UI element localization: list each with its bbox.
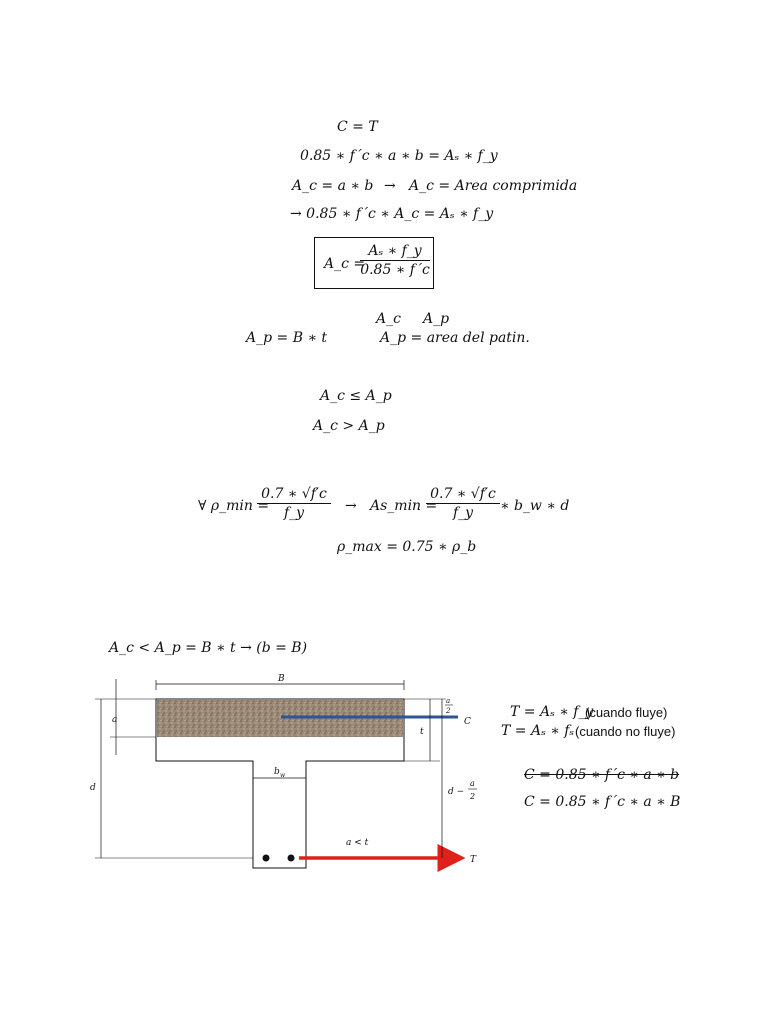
- note-t-yield-text: (cuando fluye): [585, 705, 668, 720]
- fraction-bar: [360, 260, 430, 261]
- as-min-fraction: [426, 486, 500, 521]
- eq-ap-meaning: A_p = area del patin.: [380, 330, 530, 346]
- as-min-tail: ∗ b_w ∗ d: [500, 498, 570, 514]
- fraction-bar: [257, 503, 331, 504]
- as-min-lhs: As_min =: [370, 498, 438, 514]
- rho-min-fraction: [257, 486, 331, 521]
- eq-equilibrium-ac: → 0.85 ∗ f´c ∗ A_c = Aₛ ∗ f_y: [290, 206, 494, 222]
- boxed-numerator: Aₛ ∗ f_y: [368, 243, 422, 259]
- eq-ac-meaning: A_c = Area comprimida: [409, 178, 578, 194]
- eq-equilibrium: 0.85 ∗ f´c ∗ a ∗ b = Aₛ ∗ f_y: [300, 148, 498, 164]
- eq-ap-definition: A_p = B ∗ t: [246, 330, 328, 346]
- label-a: a: [112, 715, 118, 725]
- label-a-lt-t: a < t: [346, 838, 369, 848]
- label-bw: b: [274, 767, 280, 777]
- cond-ac-le-ap: A_c ≤ A_p: [320, 388, 392, 404]
- eq-c-equals-t: C = T: [337, 119, 378, 135]
- case-header: A_c < A_p = B ∗ t → (b = B): [109, 640, 308, 656]
- cond-ac-gt-ap: A_c > A_p: [313, 418, 385, 434]
- rho-min-arrow: →: [345, 498, 357, 514]
- label-bw-sub: w: [280, 772, 286, 779]
- as-min-numerator: 0.7 ∗ √f′c: [430, 486, 496, 502]
- label-t-force: T: [470, 855, 477, 865]
- label-d-minus: d −: [448, 787, 465, 797]
- note-t-noyield-eq: T = Aₛ ∗ fₛ: [501, 723, 575, 739]
- boxed-fraction: [360, 243, 430, 278]
- rho-min-denominator: f_y: [283, 505, 305, 521]
- boxed-denominator: 0.85 ∗ f´c: [360, 262, 430, 278]
- label-b: B: [278, 674, 285, 684]
- t-beam-diagram: [80, 668, 500, 874]
- note-c-final: C = 0.85 ∗ f´c ∗ a ∗ B: [524, 794, 681, 810]
- eq-ac-definition: A_c = a ∗ b: [292, 178, 374, 194]
- label-ac: A_c: [376, 311, 401, 327]
- label-d-minus-den: 2: [470, 792, 476, 801]
- label-t: t: [420, 727, 424, 737]
- rho-min-lhs: ∀ ρ_min =: [198, 498, 270, 514]
- rebar-dot: [288, 855, 295, 862]
- eq-rho-max: ρ_max = 0.75 ∗ ρ_b: [337, 539, 477, 555]
- rebar-dot: [263, 855, 270, 862]
- note-t-noyield-text: (cuando no fluye): [575, 724, 676, 739]
- label-d: d: [90, 783, 96, 793]
- note-t-yield-eq: T = Aₛ ∗ f_y: [510, 704, 594, 720]
- label-c: C: [464, 717, 471, 727]
- as-min-denominator: f_y: [452, 505, 474, 521]
- note-c-struck: C = 0.85 ∗ f´c ∗ a ∗ b: [524, 767, 680, 783]
- fraction-bar: [426, 503, 500, 504]
- rho-min-numerator: 0.7 ∗ √f′c: [261, 486, 327, 502]
- label-ap: A_p: [423, 311, 450, 327]
- label-d-minus-num: a: [470, 779, 475, 788]
- label-a-half-den: 2: [446, 707, 451, 715]
- label-a-half-num: a: [446, 697, 451, 705]
- boxed-lhs: A_c =: [324, 256, 366, 272]
- eq-ac-arrow: →: [384, 178, 396, 194]
